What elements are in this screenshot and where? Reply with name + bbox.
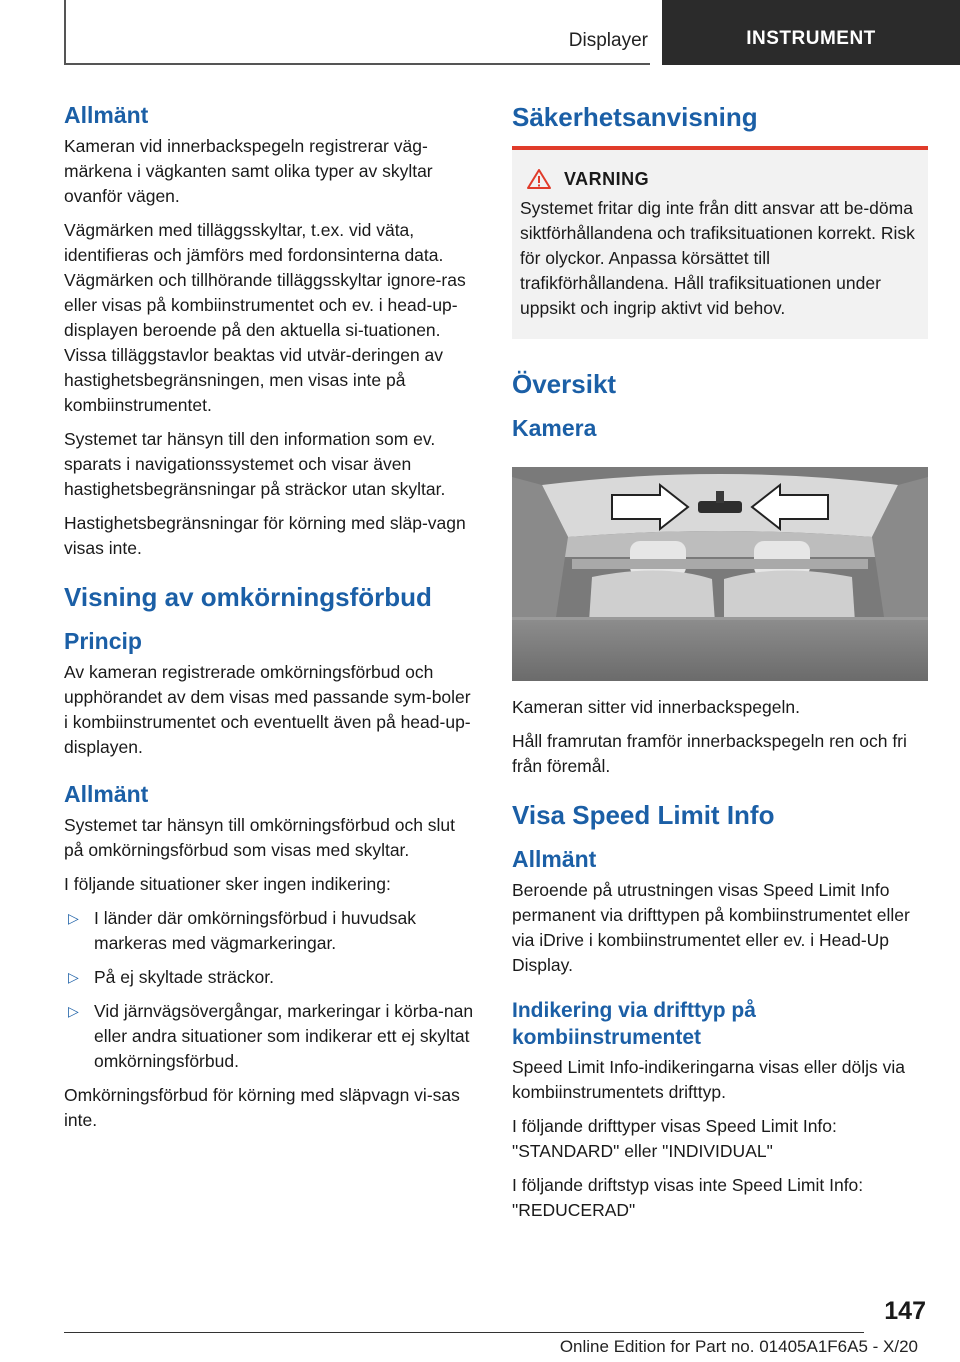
paragraph: Kameran vid innerbackspegeln registrerar väg-märkena i vägkanten samt olika typer av skyltar ovanför vägen. xyxy=(64,136,433,206)
footer-rule xyxy=(64,1332,864,1333)
paragraph: Speed Limit Info-indikeringarna visas eller döljs via kombiinstrumentets drifttyp. xyxy=(512,1057,905,1102)
heading-visa-speed-limit-info: Visa Speed Limit Info xyxy=(512,800,775,830)
warning-text: Systemet fritar dig inte från ditt ansvar att be-döma siktförhållandena och trafiksituationen korrekt. Risk för olyckor. Anpassa körsättet till trafikförhållandena. Håll trafiksituationen under uppsikt och ingrip aktivt vid behov. xyxy=(520,198,915,318)
paragraph: Kameran sitter vid innerbackspegeln. xyxy=(512,697,800,717)
paragraph: Håll framrutan framför innerbackspegeln ren och fri från föremål. xyxy=(512,731,907,776)
left-column xyxy=(64,100,478,1142)
list-item: ▷ Vid järnvägsövergångar, markeringar i körba-nan eller andra situationer som indikerar ett ej skyltat omkörningsförbud. xyxy=(68,1001,474,1071)
paragraph: Vägmärken med tilläggsskyltar, t.ex. vid väta, identifieras och jämförs med fordonsinterna data. Vägmärken och tillhörande tilläggsskyltar ignore-ras eller visas på kombiinstrumentet och ev. i head-up-displayen beroende på den aktuella si-tuationen. Vissa tilläggstavlor beaktas vid utvär-deringen av hastighetsbegränsningen, men visas inte på kombiinstrumentet. xyxy=(64,220,466,415)
bullet-triangle-icon: ▷ xyxy=(68,1003,79,1019)
warning-box xyxy=(512,146,928,339)
heading-princip: Princip xyxy=(64,628,142,654)
footer-edition: Online Edition for Part no. 01405A1F6A5 - X/20 xyxy=(559,1337,918,1356)
heading-indikering-via-drifttyp: Indikering via drifttyp på kombiinstrumentet xyxy=(512,999,756,1049)
header-section-title: Displayer xyxy=(568,30,648,51)
paragraph: Systemet tar hänsyn till omkörningsförbud och slut på omkörningsförbud som visas med skyltar. xyxy=(64,815,456,860)
paragraph: I följande drifttyper visas Speed Limit Info: "STANDARD" eller "INDIVIDUAL" xyxy=(512,1116,837,1161)
list-item: ▷ I länder där omkörningsförbud i huvudsak markeras med vägmarkeringar. xyxy=(68,908,416,953)
heading-oversikt: Översikt xyxy=(512,369,617,399)
page-number: 147 xyxy=(884,1297,926,1325)
paragraph: Av kameran registrerade omkörningsförbud och upphörandet av dem visas med passande sym-boler i kombiinstrumentet och eventuellt även på head-up-displayen. xyxy=(64,662,471,757)
paragraph: I följande situationer sker ingen indikering: xyxy=(64,874,391,894)
heading-visning-omkorningsforbud: Visning av omkörningsförbud xyxy=(64,582,432,612)
header-rule-vertical xyxy=(64,0,66,64)
header-chapter-tab: INSTRUMENT xyxy=(662,0,960,65)
heading-allmant: Allmänt xyxy=(64,102,149,128)
right-column xyxy=(512,100,928,1232)
bullet-triangle-icon: ▷ xyxy=(68,969,79,985)
list-item: ▷ På ej skyltade sträckor. xyxy=(64,965,478,990)
header-rule-horizontal xyxy=(64,63,650,65)
heading-allmant: Allmänt xyxy=(512,846,597,872)
paragraph: Hastighetsbegränsningar för körning med släp-vagn visas inte. xyxy=(64,513,466,558)
paragraph: Omkörningsförbud för körning med släpvagn vi-sas inte. xyxy=(64,1085,460,1130)
car-interior-camera-illustration xyxy=(512,467,928,681)
bullet-triangle-icon: ▷ xyxy=(68,910,79,926)
heading-sakerhetsanvisning: Säkerhetsanvisning xyxy=(512,102,758,132)
heading-allmant: Allmänt xyxy=(64,781,149,807)
paragraph: Beroende på utrustningen visas Speed Limit Info permanent via drifttypen på kombiinstrumentet eller via iDrive i kombiinstrumentet eller ev. i Head-Up Display. xyxy=(512,880,910,975)
bullet-list xyxy=(64,906,478,1074)
paragraph: I följande driftstyp visas inte Speed Limit Info: "REDUCERAD" xyxy=(512,1175,864,1220)
warning-triangle-icon xyxy=(526,168,552,190)
heading-kamera: Kamera xyxy=(512,415,597,441)
paragraph: Systemet tar hänsyn till den information som ev. sparats i navigationssystemet och visar även hastighetsbegränsningar på sträckor utan skyltar. xyxy=(64,429,446,499)
warning-title: VARNING xyxy=(564,168,650,189)
